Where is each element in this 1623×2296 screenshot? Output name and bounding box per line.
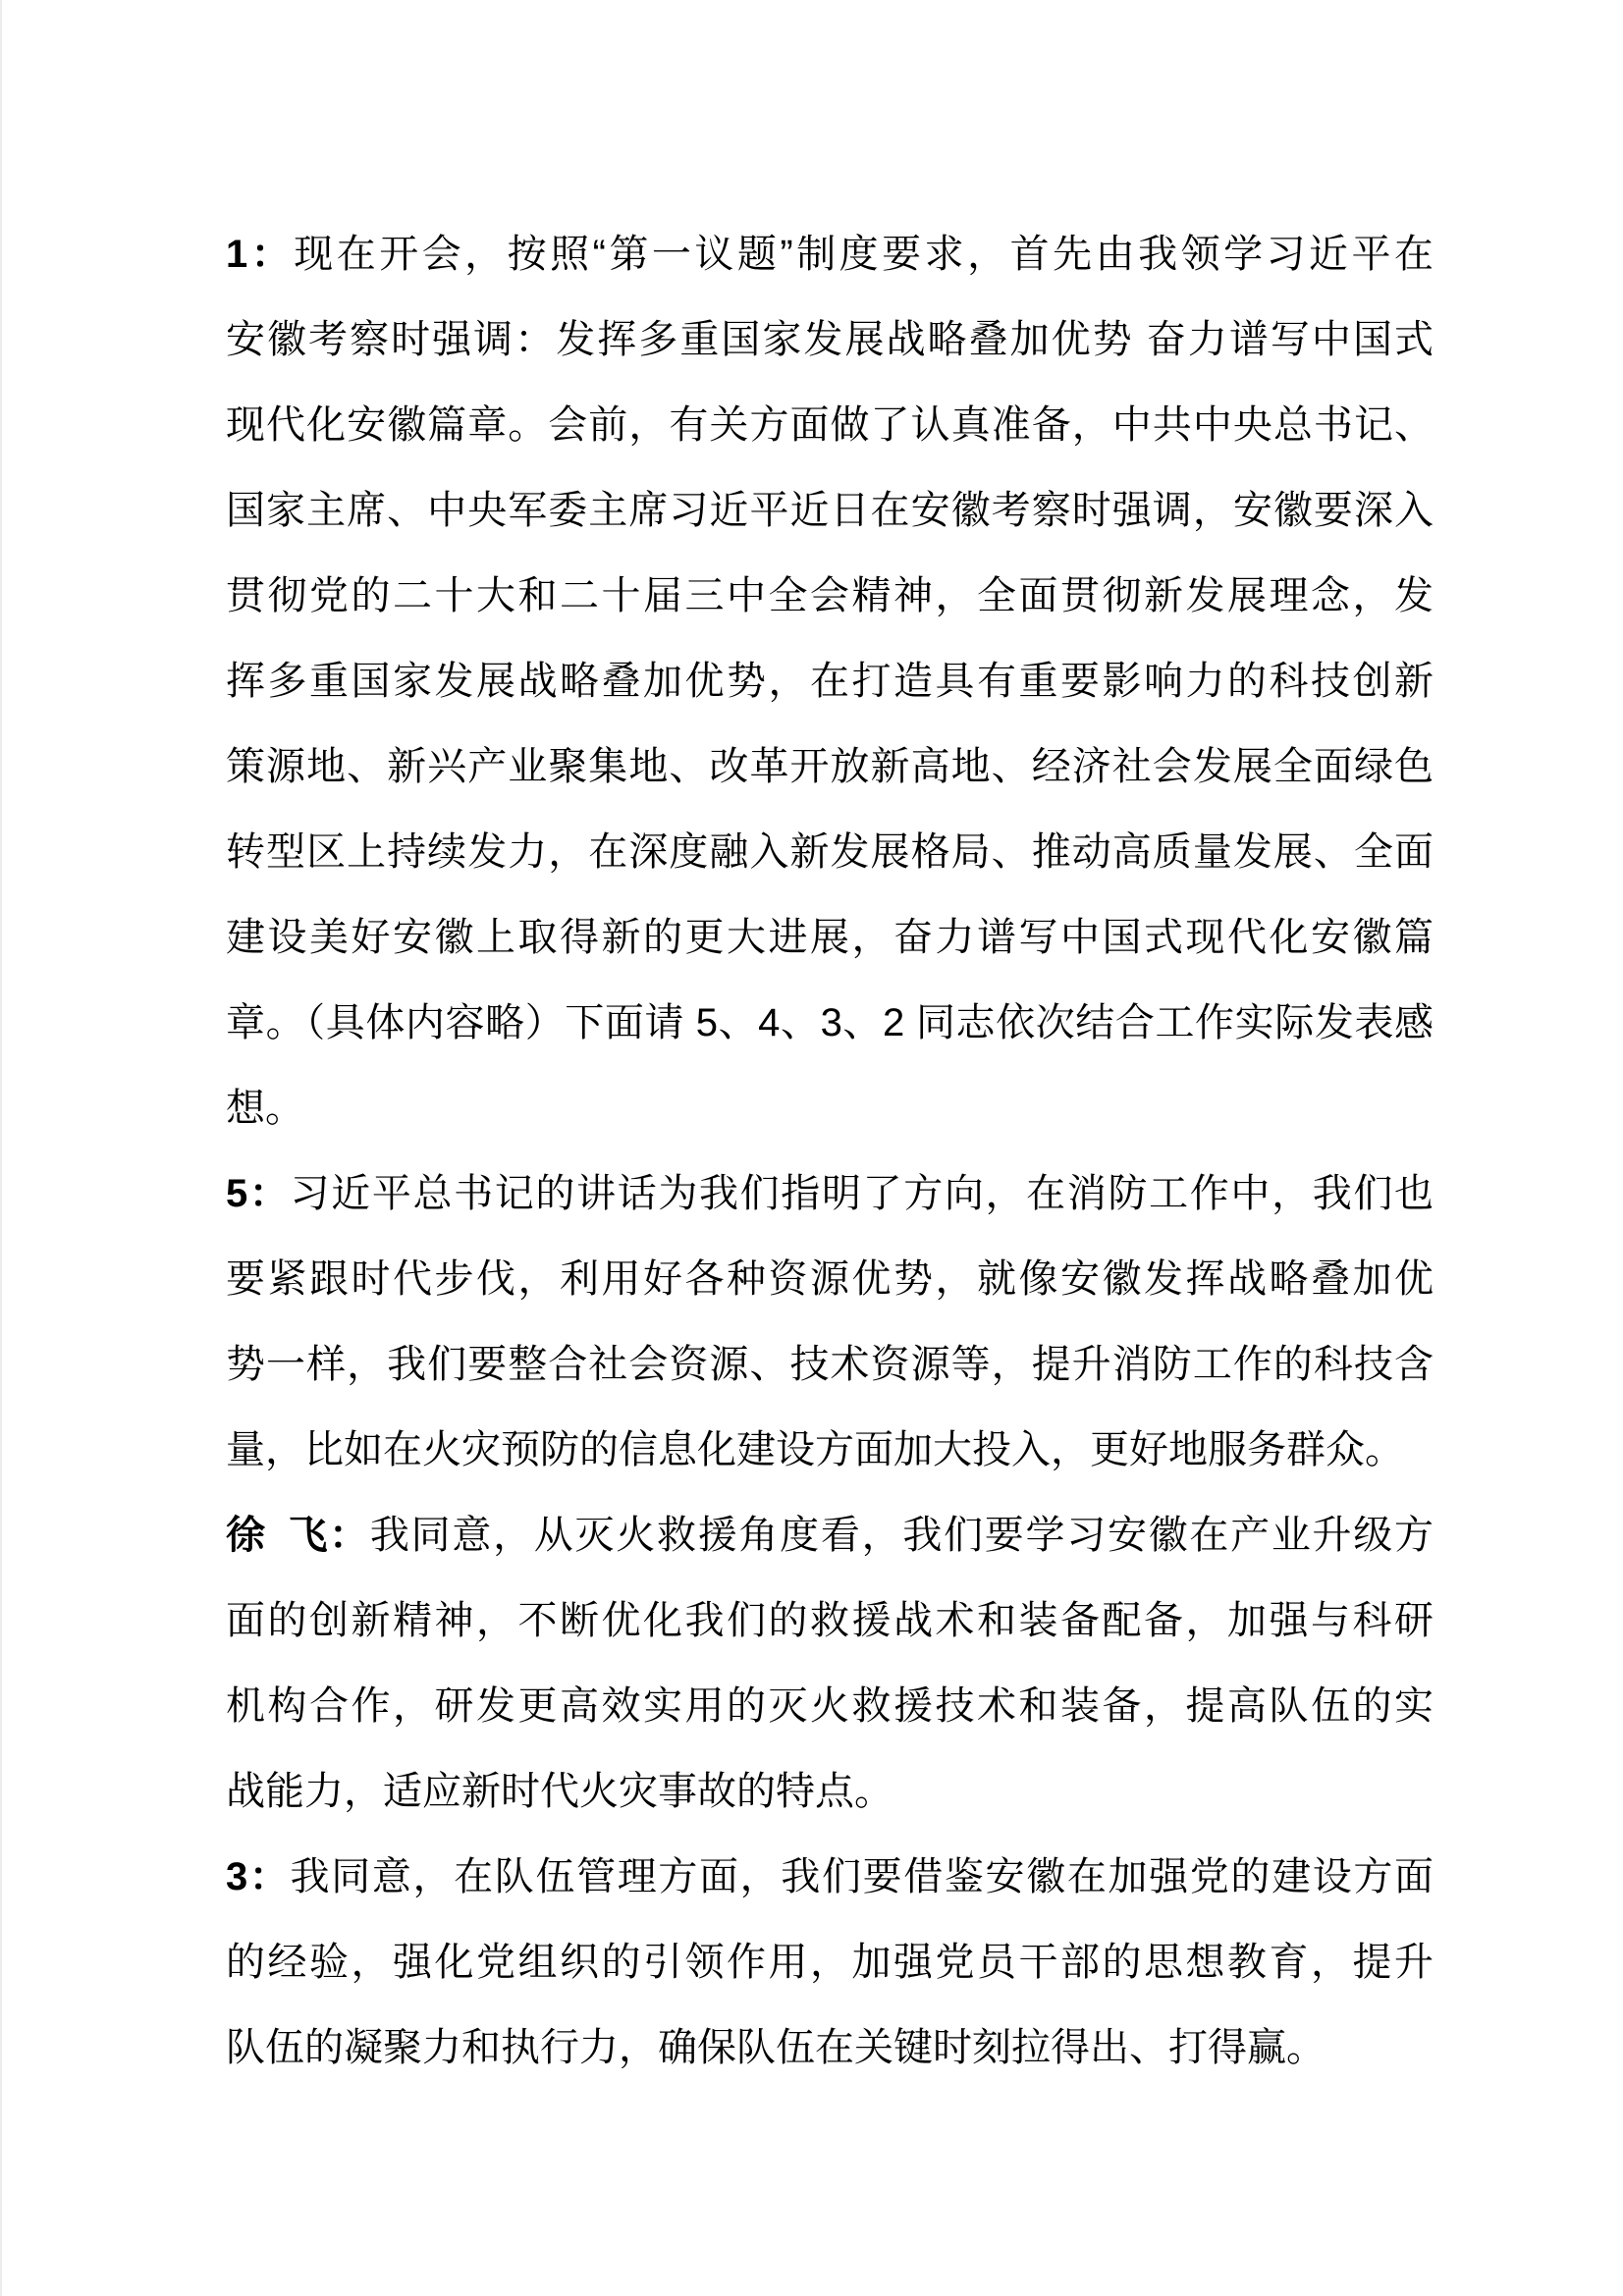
line-text: 挥多重国家发展战略叠加优势，在打造具有重要影响力的科技创新 bbox=[226, 660, 1434, 703]
text-line bbox=[226, 1493, 1434, 1578]
line-text: 转型区上持续发力，在深度融入新发展格局、推动高质量发展、全面 bbox=[226, 830, 1434, 874]
speaker-label: 1： bbox=[226, 233, 295, 276]
line-text: 现在开会，按照“第一议题”制度要求，首先由我领学习近平在 bbox=[294, 233, 1434, 276]
line-text: 策源地、新兴产业聚集地、改革开放新高地、经济社会发展全面绿色 bbox=[226, 745, 1434, 788]
speaker-label: 3： bbox=[226, 1855, 291, 1898]
speaker-label: 5： bbox=[226, 1172, 291, 1215]
line-text: 的经验，强化党组织的引领作用，加强党员干部的思想教育，提升 bbox=[226, 1941, 1434, 1984]
speaker-label: 徐 飞： bbox=[226, 1514, 370, 1557]
text-line bbox=[226, 2005, 1434, 2091]
line-text: 国家主席、中央军委主席习近平近日在安徽考察时强调，安徽要深入 bbox=[226, 489, 1434, 532]
text-line bbox=[226, 1322, 1434, 1408]
line-text: 安徽考察时强调：发挥多重国家发展战略叠加优势 奋力谱写中国式 bbox=[226, 318, 1434, 361]
document-text-body bbox=[226, 212, 1434, 2091]
line-text: 想。 bbox=[226, 1087, 304, 1130]
text-line bbox=[226, 297, 1434, 383]
line-text: 队伍的凝聚力和执行力，确保队伍在关键时刻拉得出、打得赢。 bbox=[226, 2026, 1325, 2069]
line-text: 我同意，从灭火救援角度看，我们要学习安徽在产业升级方 bbox=[369, 1514, 1434, 1557]
line-text: 势一样，我们要整合社会资源、技术资源等，提升消防工作的科技含 bbox=[226, 1343, 1434, 1386]
text-line bbox=[226, 1237, 1434, 1322]
text-line bbox=[226, 1151, 1434, 1237]
line-text: 习近平总书记的讲话为我们指明了方向，在消防工作中，我们也 bbox=[290, 1172, 1434, 1215]
text-line bbox=[226, 1066, 1434, 1151]
line-text: 战能力，适应新时代火灾事故的特点。 bbox=[226, 1770, 893, 1813]
text-line bbox=[226, 554, 1434, 639]
text-line bbox=[226, 724, 1434, 810]
line-text: 面的创新精神，不断优化我们的救援战术和装备配备，加强与科研 bbox=[226, 1599, 1434, 1642]
text-line bbox=[226, 468, 1434, 554]
text-line bbox=[226, 1920, 1434, 2005]
text-line bbox=[226, 1749, 1434, 1835]
text-line bbox=[226, 981, 1434, 1066]
line-text: 我同意，在队伍管理方面，我们要借鉴安徽在加强党的建设方面 bbox=[290, 1855, 1434, 1898]
line-text: 机构合作，研发更高效实用的灭火救援技术和装备，提高队伍的实 bbox=[226, 1684, 1434, 1728]
text-line bbox=[226, 383, 1434, 468]
line-text: 建设美好安徽上取得新的更大进展，奋力谱写中国式现代化安徽篇 bbox=[226, 916, 1434, 959]
text-line bbox=[226, 810, 1434, 895]
text-line bbox=[226, 1408, 1434, 1493]
text-line bbox=[226, 1835, 1434, 1920]
line-text: 量，比如在火灾预防的信息化建设方面加大投入，更好地服务群众。 bbox=[226, 1428, 1404, 1471]
text-line bbox=[226, 895, 1434, 981]
text-line bbox=[226, 639, 1434, 724]
text-line bbox=[226, 1578, 1434, 1664]
line-text: 贯彻党的二十大和二十届三中全会精神，全面贯彻新发展理念，发 bbox=[226, 574, 1434, 617]
text-line bbox=[226, 212, 1434, 297]
line-text: 要紧跟时代步伐，利用好各种资源优势，就像安徽发挥战略叠加优 bbox=[226, 1257, 1434, 1301]
text-line bbox=[226, 1664, 1434, 1749]
line-text: 现代化安徽篇章。会前，有关方面做了认真准备，中共中央总书记、 bbox=[226, 403, 1434, 447]
line-text: 章。（具体内容略）下面请 5、4、3、2 同志依次结合工作实际发表感 bbox=[226, 1001, 1434, 1044]
